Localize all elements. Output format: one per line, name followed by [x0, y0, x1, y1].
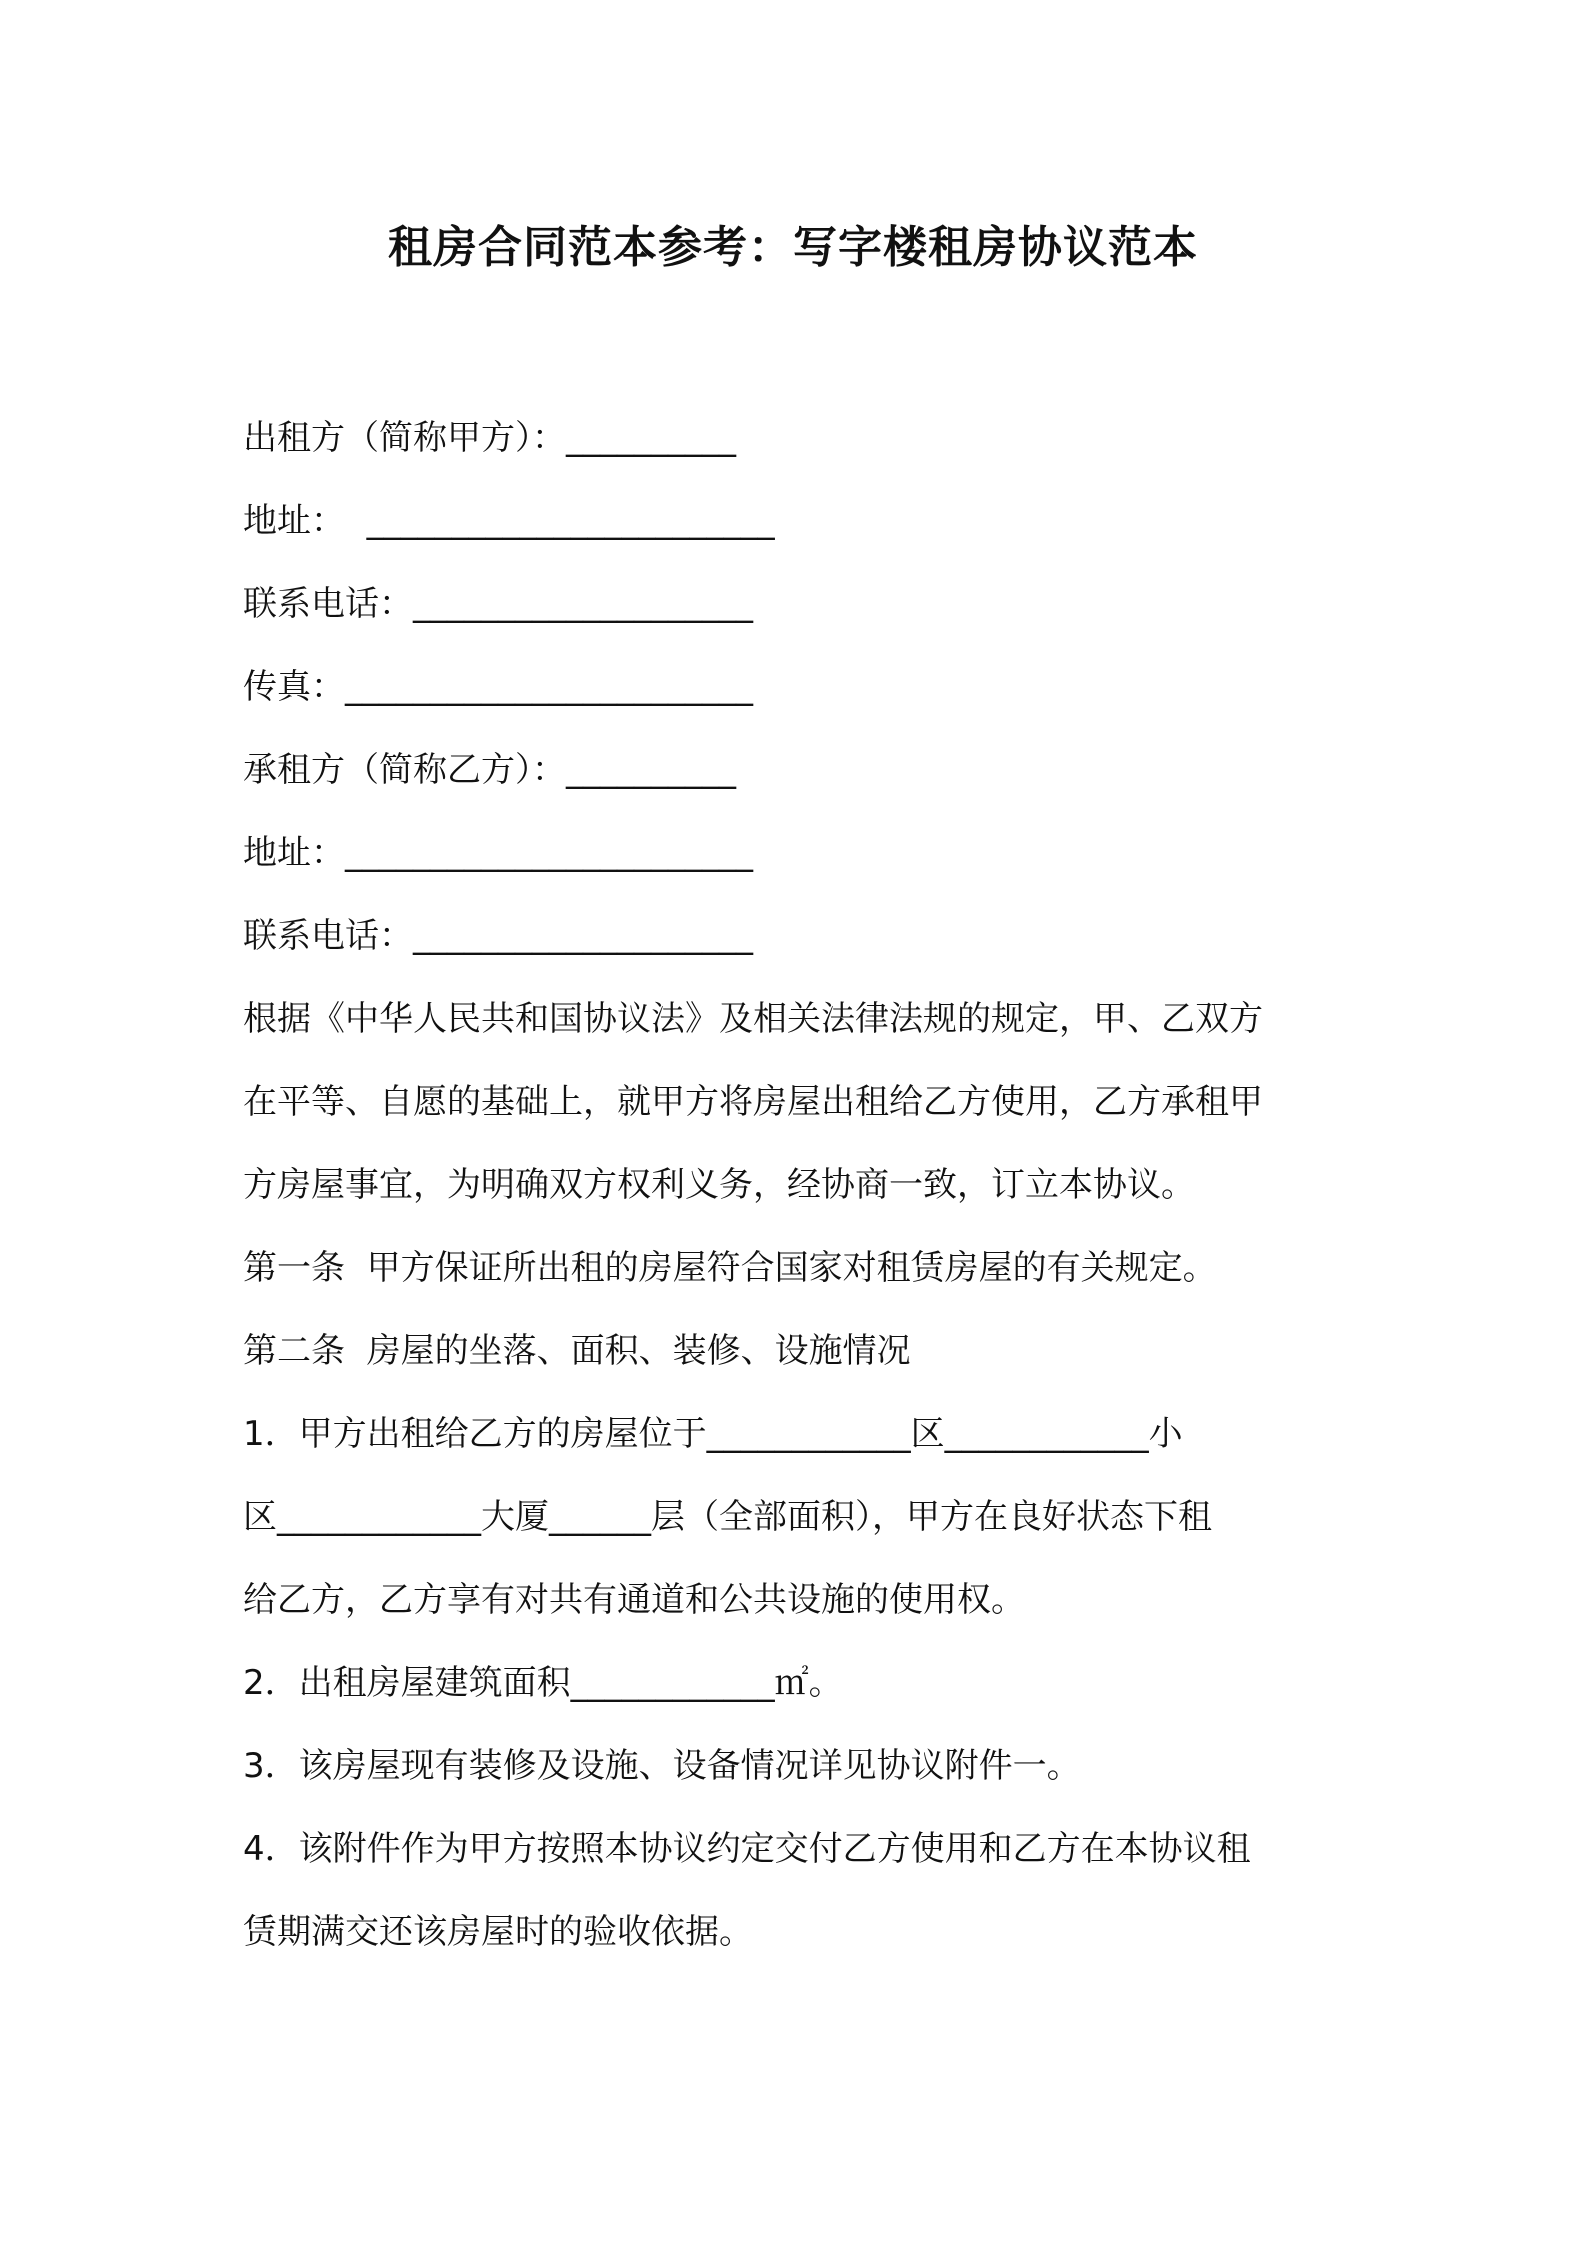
clause-2: 2．出租房屋建筑面积____________㎡。 — [243, 1663, 843, 1703]
clause-1-line-2: 区____________大厦______层（全部面积），甲方在良好状态下租 — [243, 1497, 1212, 1537]
article-2-heading: 第二条 房屋的坐落、面积、装修、设施情况 — [243, 1331, 911, 1371]
lessee-name-line: 承租方（简称乙方）：__________ — [243, 750, 736, 790]
preamble-line-3: 方房屋事宜，为明确双方权利义务，经协商一致，订立本协议。 — [243, 1165, 1195, 1205]
clause-4-line-1: 4．该附件作为甲方按照本协议约定交付乙方使用和乙方在本协议租 — [243, 1829, 1251, 1869]
lessor-address-line: 地址： ________________________ — [243, 501, 775, 541]
lessor-phone-line: 联系电话：____________________ — [243, 584, 753, 624]
lessor-name-line: 出租方（简称甲方）：__________ — [243, 418, 736, 458]
preamble-line-1: 根据《中华人民共和国协议法》及相关法律法规的规定，甲、乙双方 — [243, 999, 1263, 1039]
document-title: 租房合同范本参考：写字楼租房协议范本 — [388, 222, 1198, 273]
clause-3: 3．该房屋现有装修及设施、设备情况详见协议附件一。 — [243, 1746, 1081, 1786]
lessee-address-line: 地址：________________________ — [243, 833, 753, 873]
clause-1-line-3: 给乙方，乙方享有对共有通道和公共设施的使用权。 — [243, 1580, 1025, 1620]
clause-4-line-2: 赁期满交还该房屋时的验收依据。 — [243, 1912, 753, 1952]
preamble-line-2: 在平等、自愿的基础上，就甲方将房屋出租给乙方使用，乙方承租甲 — [243, 1082, 1263, 1122]
lessee-phone-line: 联系电话：____________________ — [243, 916, 753, 956]
article-1: 第一条 甲方保证所出租的房屋符合国家对租赁房屋的有关规定。 — [243, 1248, 1217, 1288]
lessor-fax-line: 传真：________________________ — [243, 667, 753, 707]
clause-1-line-1: 1．甲方出租给乙方的房屋位于____________区____________小 — [243, 1414, 1183, 1454]
